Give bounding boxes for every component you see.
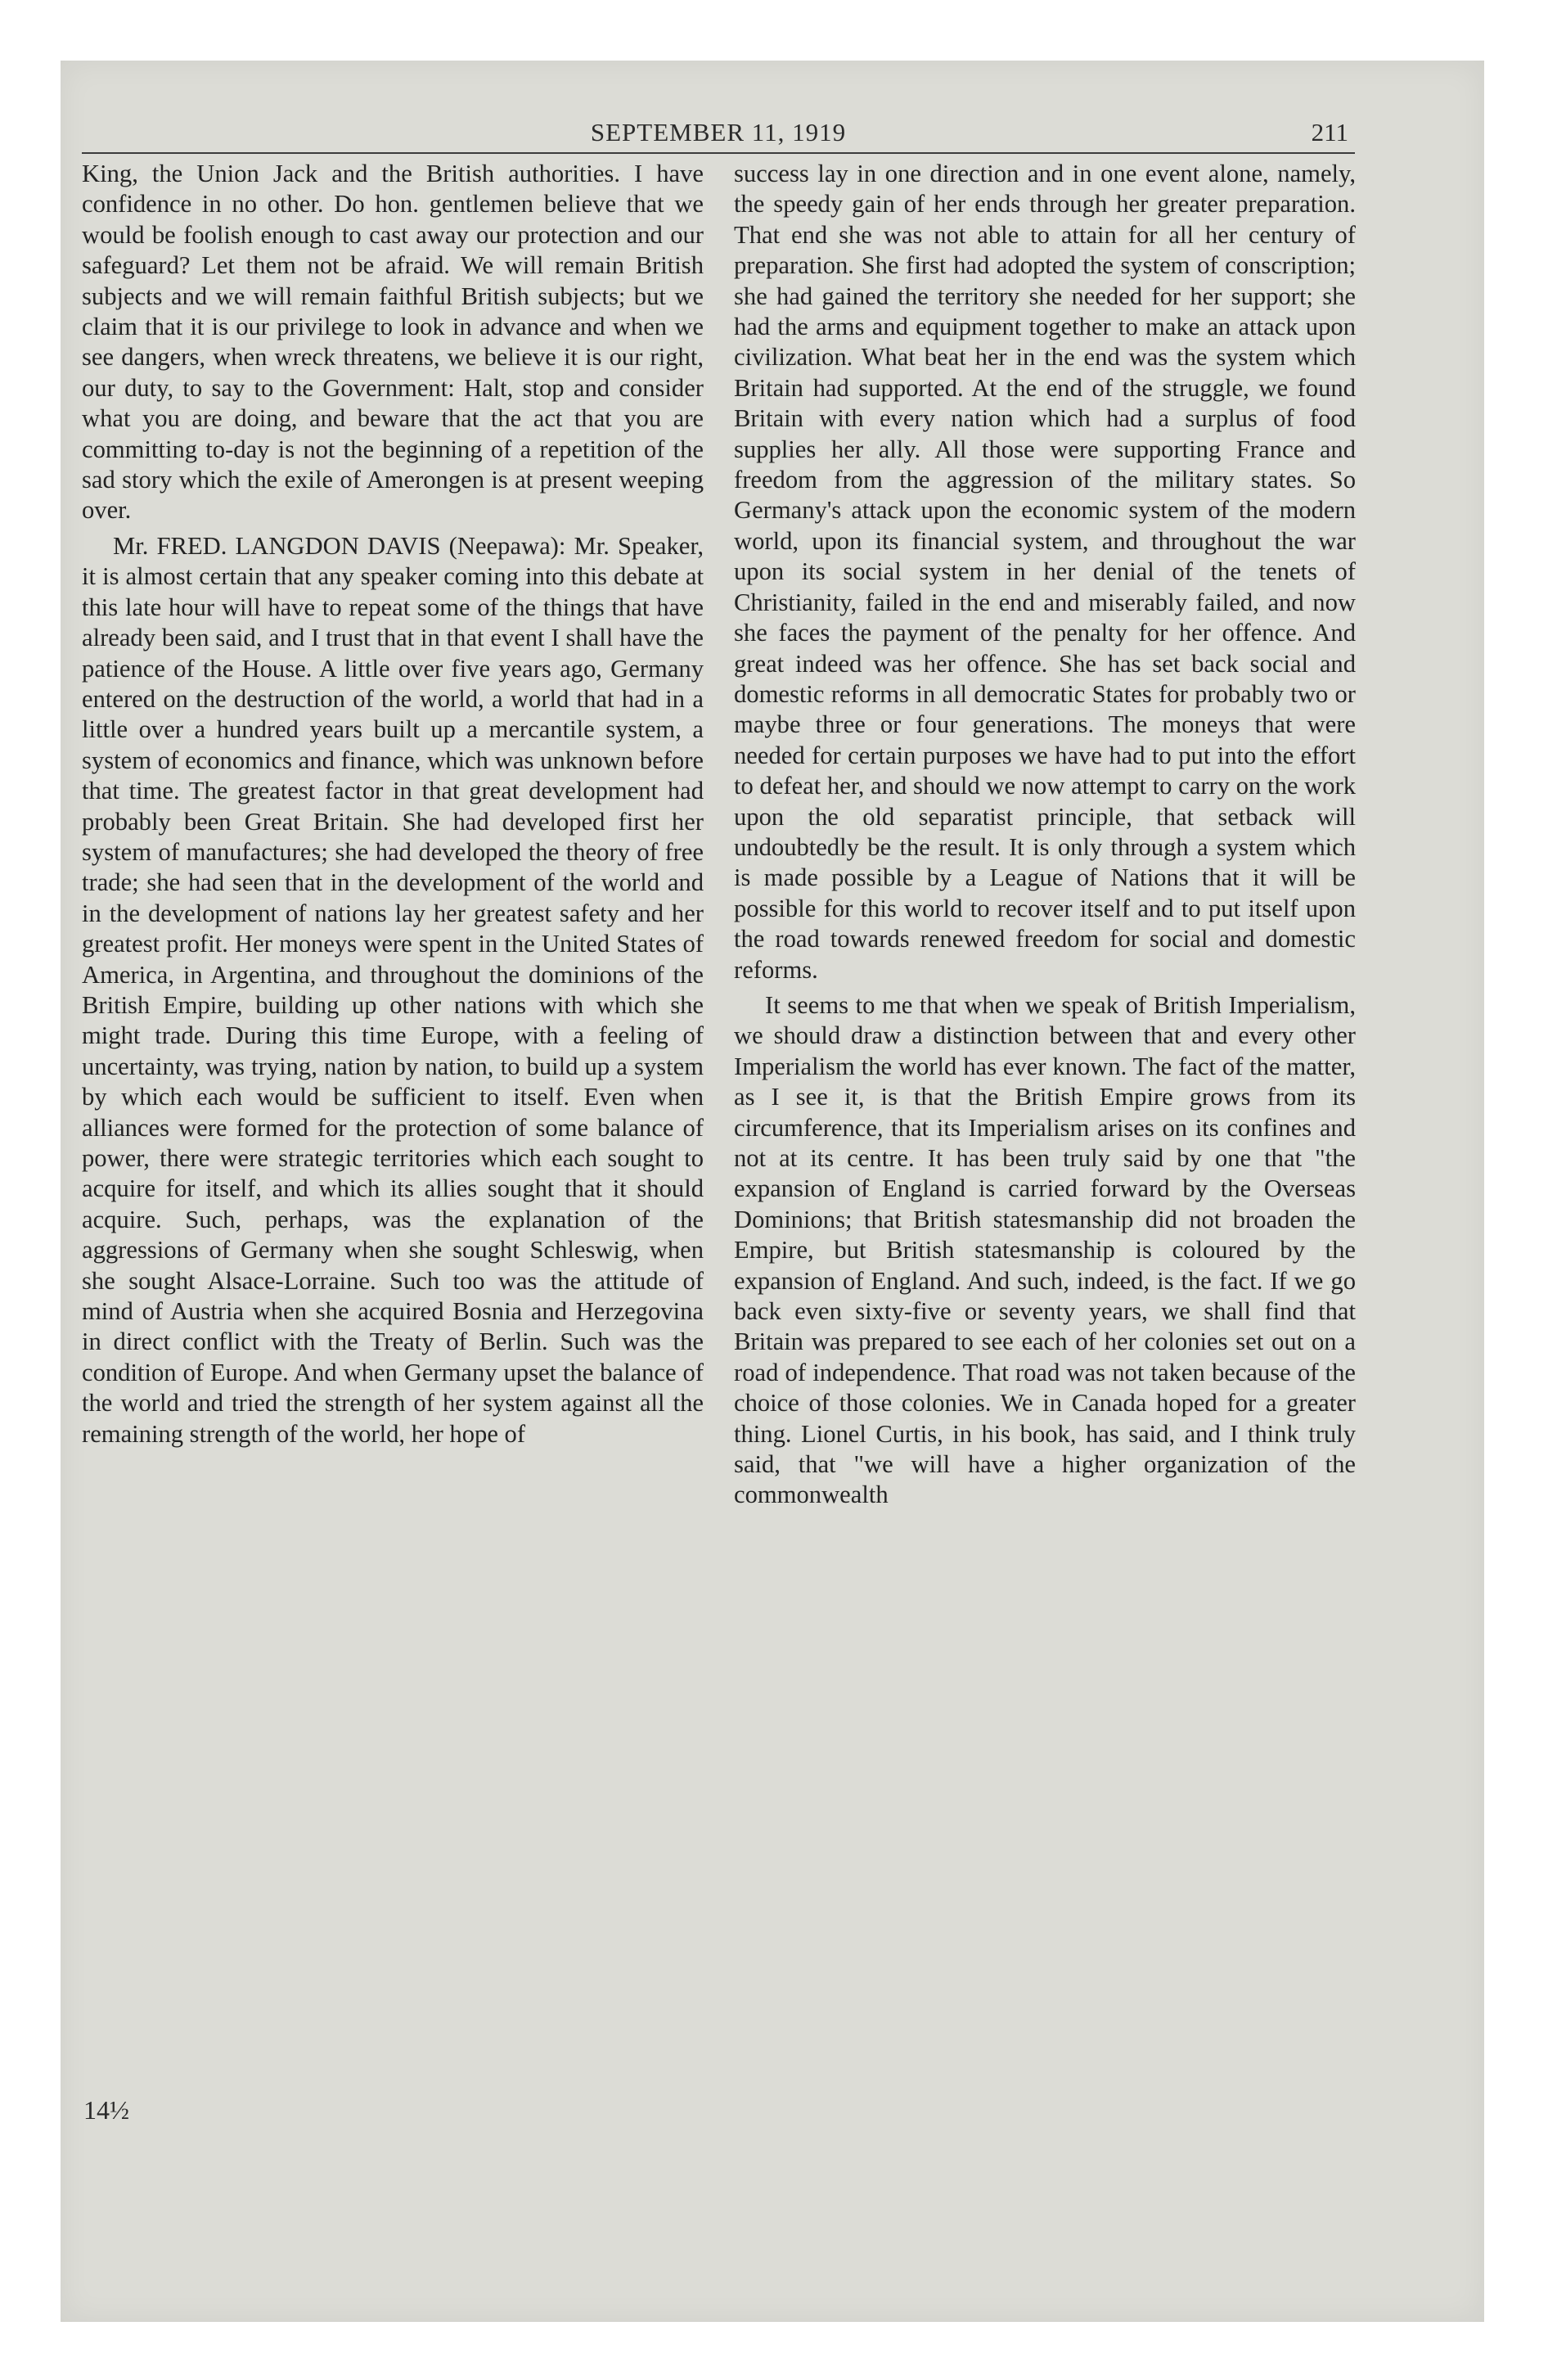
paragraph-left-1: King, the Union Jack and the British authorities. I have confidence in no other. Do hon. gentlemen believe that we would be foolish enough to cast away our protection and our safeguard? Let them not be afraid. We will remain British subjects and we will remain faithful British subjects; but we claim that it is our privilege to look in advance and when we see dangers, when wreck threatens, we believe it is our right, our duty, to say to the Government: Halt, stop and consider what you are doing, and beware that the act that you are committing to-day is not the beginning of a repetition of the sad story which the exile of Amerongen is at present weeping over. (82, 160, 704, 525)
paragraph-right-2: It seems to me that when we speak of British Imperialism, we should draw a distinction between that and every other Imperialism the world has ever known. The fact of the matter, as I see it, is that the British Empire grows from its circumference, that its Imperialism arises on its confines and not at its centre. It has been truly said by one that "the expansion of England is carried forward by the Overseas Dominions; that British statesmanship did not broaden the Empire, but British statesmanship is coloured by the expansion of England. And such, indeed, is the fact. If we go back even sixty-five or seventy years, we shall find that Britain was prepared to see each of her colonies set out on a road of independence. That road was not taken because of the choice of those colonies. We in Canada hoped for a greater thing. Lionel Curtis, in his book, has said, and I think truly said, that "we will have a higher organization of the commonwealth (734, 990, 1356, 1509)
right-column (734, 159, 1356, 1511)
running-title: SEPTEMBER 11, 1919 (590, 118, 847, 146)
paragraph-left-2: Mr. FRED. LANGDON DAVIS (Neepawa): Mr. Speaker, it is almost certain that any speaker coming into this debate at this late hour will have to repeat some of the things that have already been said, and I trust that in that event I shall have the patience of the House. A little over five years ago, Germany entered on the destruction of the world, a world that had in a little over a hundred years built up a mercantile system, a system of economics and finance, which was unknown before that time. The greatest factor in that great development had probably been Great Britain. She had developed first her system of manufactures; she had developed the theory of free trade; she had seen that in the development of the world and in the development of nations lay her greatest safety and her greatest profit. Her moneys were spent in the United States of America, in Argentina, and throughout the dominions of the British Empire, building up other nations with which she might trade. During this time Europe, with a feeling of uncertainty, was trying, nation by nation, to build up a system by which each would be sufficient to itself. Even when alliances were formed for the protection of some balance of power, there were strategic territories which each sought to acquire for itself, and which its allies sought that it should acquire. Such, perhaps, was the explanation of the aggressions of Germany when she sought Schleswig, when she sought Alsace-Lorraine. Such too was the attitude of mind of Austria when she acquired Bosnia and Herzegovina in direct conflict with the Treaty of Berlin. Such was the condition of Europe. And when Germany upset the balance of the world and tried the strength of her system against all the remaining strength of the world, her hope of (82, 531, 704, 1448)
paragraph-right-1: success lay in one direction and in one event alone, namely, the speedy gain of her ends through her greater preparation. That end she was not able to attain for all her century of preparation. She first had adopted the system of conscription; she had gained the territory she needed for her support; she had the arms and equipment together to make an attack upon civilization. What beat her in the end was the system which Britain had supported. At the end of the struggle, we found Britain with every nation which had a surplus of food supplies her ally. All those were supporting France and freedom from the aggression of the military states. So Germany's attack upon the economic system of the modern world, upon its financial system, and throughout the war upon its social system in her denial of the tenets of Christianity, failed in the end and miserably failed, and now she faces the payment of the penalty for her offence. And great indeed was her offence. She has set back social and domestic reforms in all democratic States for probably two or maybe three or four generations. The moneys that were needed for certain purposes we have had to put into the effort to defeat her, and should we now attempt to carry on the work upon the old separatist principle, that setback will undoubtedly be the result. It is only through a system which is made possible by a League of Nations that it will be possible for this world to recover itself and to put itself upon the road towards renewed freedom for social and domestic reforms. (734, 160, 1356, 984)
running-head (82, 111, 1355, 154)
signature-mark: 14½ (83, 2095, 129, 2125)
page-number: 211 (1311, 118, 1348, 146)
left-column (82, 159, 704, 1449)
